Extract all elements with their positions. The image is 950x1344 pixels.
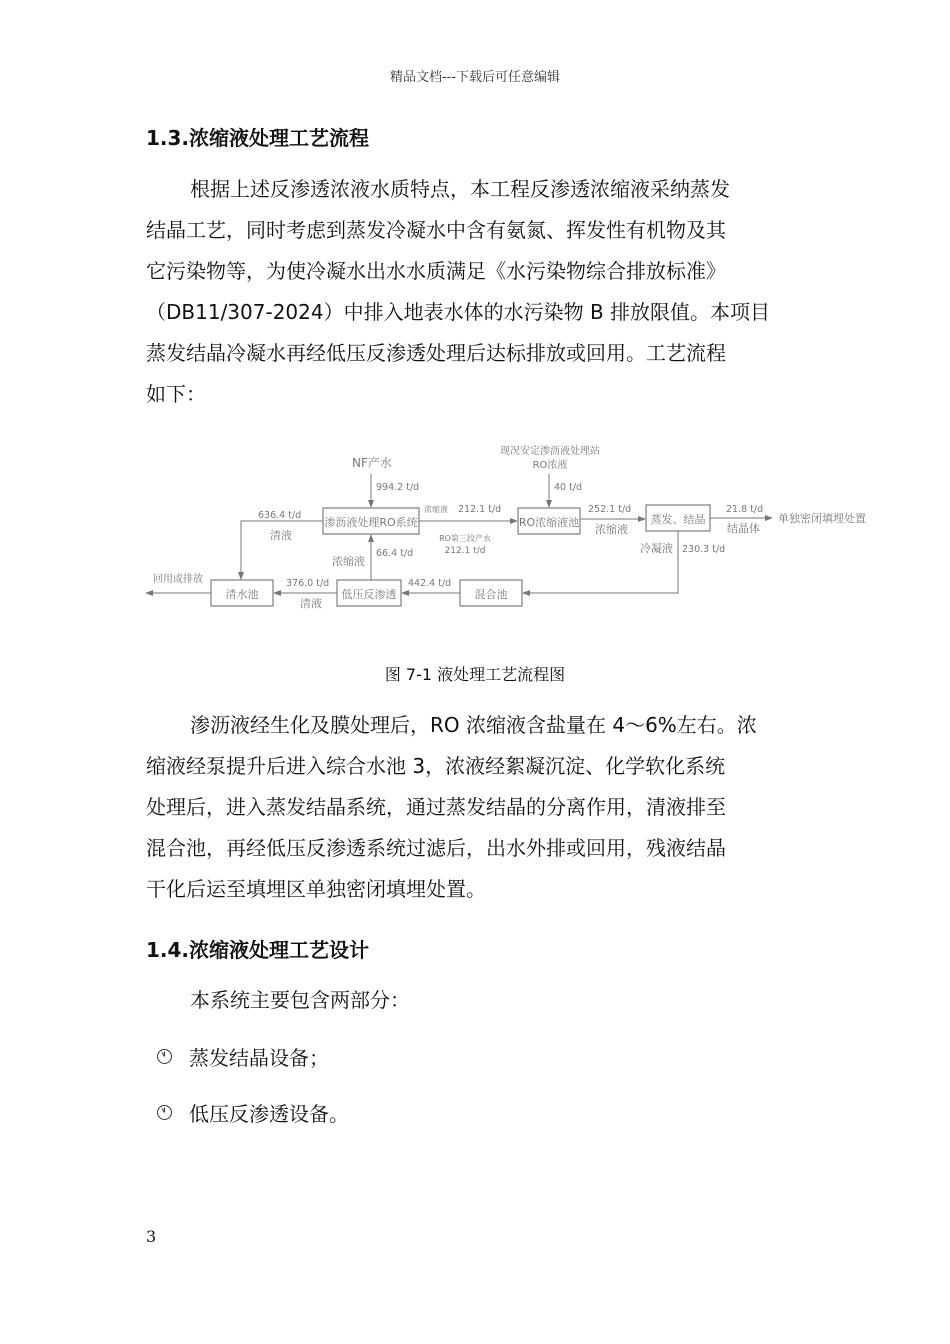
landfill-label: 单独密闭填埋处置 xyxy=(778,512,866,525)
para-line: 它污染物等，为使冷凝水出水水质满足《水污染物综合排放标准》 xyxy=(146,259,726,283)
concentrate-flow-label: 212.1 t/d xyxy=(458,504,502,515)
figure-caption: 图 7-1 液处理工艺流程图 xyxy=(384,665,566,684)
back-flow-label: 66.4 t/d xyxy=(376,548,414,559)
para-line: 干化后运至填埋区单独密闭填埋处置。 xyxy=(146,877,486,901)
section-1-3-title: 1.3.浓缩液处理工艺流程 xyxy=(146,126,370,150)
list-item-text: 低压反渗透设备。 xyxy=(189,1102,349,1126)
lp-ro-label: 低压反渗透 xyxy=(341,588,397,601)
description-paragraph xyxy=(146,705,811,910)
ro-concentrate-tank-label: RO浓缩液池 xyxy=(518,516,580,529)
nf-product-label: NF产水 xyxy=(352,456,392,470)
list-item xyxy=(156,1098,349,1127)
page-number: 3 xyxy=(146,1227,157,1246)
intro-line: 本系统主要包含两部分： xyxy=(190,988,410,1012)
clean-tank-label: 清水池 xyxy=(225,588,259,601)
concentrate-small-label: 浓缩液 xyxy=(424,505,448,514)
clock-icon xyxy=(156,1104,173,1121)
condensate-arrow xyxy=(523,531,678,593)
existing-flow-label: 40 t/d xyxy=(554,482,583,493)
ro3-flow-label: 212.1 t/d xyxy=(444,546,486,556)
existing-station-label: 现况安定渗沥液处理站 xyxy=(500,446,600,457)
back-label: 浓缩液 xyxy=(332,555,365,568)
mix-flow-label: 442.4 t/d xyxy=(408,578,452,589)
nf-flow-label: 994.2 t/d xyxy=(376,482,420,493)
page-header: 精品文档---下载后可任意编辑 xyxy=(389,70,561,85)
para-line: 渗沥液经生化及膜处理后，RO 浓缩液含盐量在 4～6%左右。浓 xyxy=(190,713,757,737)
crystal-flow-label: 21.8 t/d xyxy=(726,504,764,515)
para-line: 根据上述反渗透浓液水质特点，本工程反渗透浓缩液采纳蒸发 xyxy=(190,177,730,201)
to-evap-label: 浓缩液 xyxy=(595,523,628,536)
section-1-3-paragraph xyxy=(146,169,811,415)
para-line: 处理后，进入蒸发结晶系统，通过蒸发结晶的分离作用，清液排至 xyxy=(146,795,726,819)
clean-label-top: 清液 xyxy=(270,529,292,542)
process-flow-diagram xyxy=(140,430,880,620)
section-1-4-intro xyxy=(146,980,811,1021)
reuse-label: 回用或排放 xyxy=(153,574,203,585)
para-line: 混合池，再经低压反渗透系统过滤后，出水外排或回用，残液结晶 xyxy=(146,836,726,860)
existing-station-ro-label: RO浓液 xyxy=(532,460,568,471)
ro3-product-label: RO第三段产水 xyxy=(439,534,491,543)
to-evap-flow-label: 252.1 t/d xyxy=(588,504,632,515)
para-line: 如下： xyxy=(146,382,206,406)
para-line: 缩液经泵提升后进入综合水池 3，浓液经絮凝沉淀、化学软化系统 xyxy=(146,754,726,778)
para-line: 结晶工艺，同时考虑到蒸发冷凝水中含有氨氮、挥发性有机物及其 xyxy=(146,218,726,242)
section-1-4-title: 1.4.浓缩液处理工艺设计 xyxy=(146,938,370,962)
condensate-flow-label: 230.3 t/d xyxy=(682,544,726,555)
clock-icon xyxy=(156,1048,173,1065)
para-line: （DB11/307-2024）中排入地表水体的水污染物 B 排放限值。本项目 xyxy=(146,300,771,324)
condensate-label: 冷凝液 xyxy=(640,542,673,555)
ro-system-label: 渗沥液处理RO系统 xyxy=(324,516,418,529)
para-line: 蒸发结晶冷凝水再经低压反渗透处理后达标排放或回用。工艺流程 xyxy=(146,341,726,365)
clean-flow-top-label: 636.4 t/d xyxy=(258,510,302,521)
list-item-text: 蒸发结晶设备； xyxy=(189,1046,329,1070)
clean-label-bottom: 清液 xyxy=(300,597,322,610)
list-item xyxy=(156,1042,329,1071)
clean-flow-bottom-label: 376.0 t/d xyxy=(286,578,330,589)
crystal-label: 结晶体 xyxy=(727,522,760,535)
evaporation-label: 蒸发、结晶 xyxy=(650,513,706,526)
mixing-tank-label: 混合池 xyxy=(474,588,508,601)
